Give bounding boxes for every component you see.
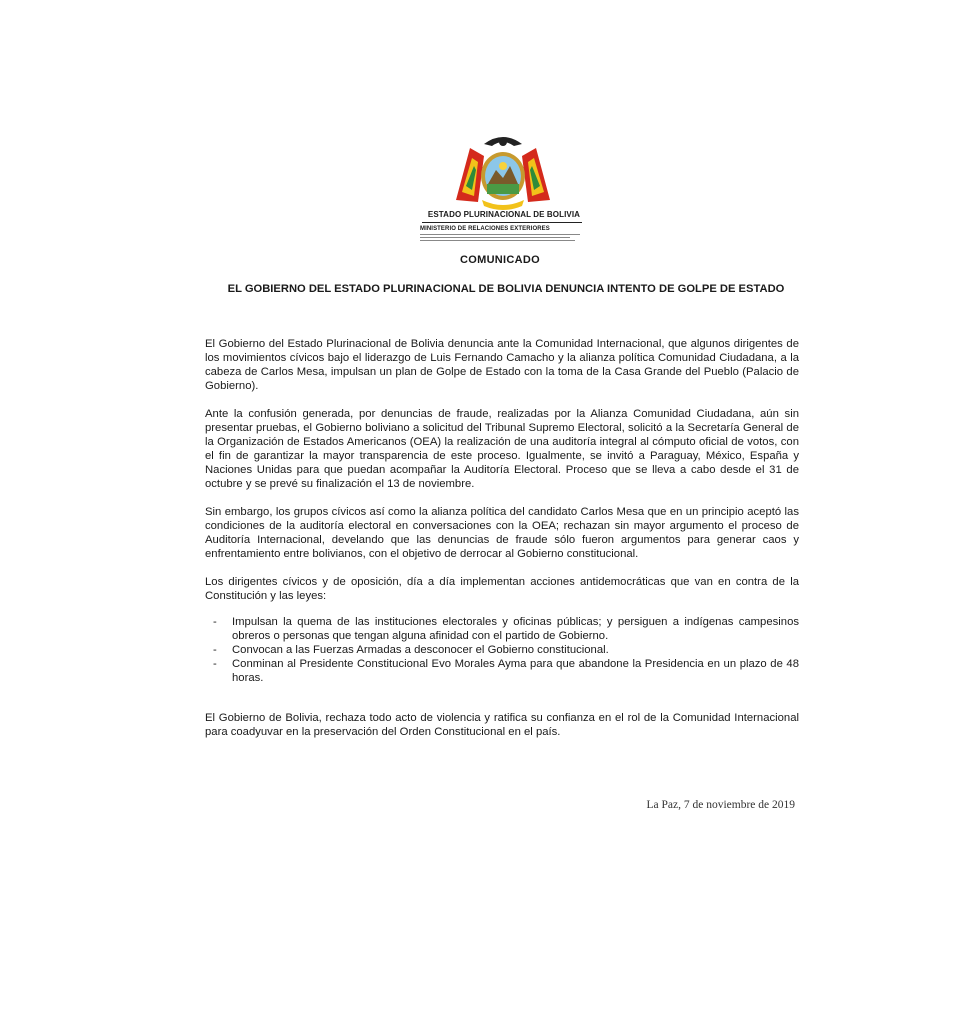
list-item: - Impulsan la quema de las instituciones electorales y oficinas públicas; y persiguen a indígenas campesinos obreros o personas que tengan alguna afinidad con el partido de Gobierno. [205, 615, 799, 643]
place-date: La Paz, 7 de noviembre de 2019 [646, 799, 795, 811]
paragraph: Los dirigentes cívicos y de oposición, día a día implementan acciones antidemocráticas que van en contra de la Constitución y las leyes: [205, 576, 799, 602]
closing-paragraph: El Gobierno de Bolivia, rechaza todo acto de violencia y ratifica su confianza en el rol de la Comunidad Internacional para coadyuvar en la preservación del Orden Constitucional en el país. [205, 712, 799, 738]
paragraph: Sin embargo, los grupos cívicos así como la alianza política del candidato Carlos Mesa que en un principio aceptó las condiciones de la auditoría electoral en conversaciones con la OEA; rechazan sin mayor argumento el proceso de Auditoría Internacional, develando que las denuncias de fraude sólo fueron argumentos para generar caos y enfrentamiento entre bolivianos, con el objetivo de derrocar al Gobierno constitucional. [205, 506, 799, 560]
header-divider [422, 222, 582, 223]
headline: EL GOBIERNO DEL ESTADO PLURINACIONAL DE BOLIVIA DENUNCIA INTENTO DE GOLPE DE ESTADO [227, 283, 785, 295]
list-item: - Conminan al Presidente Constitucional Evo Morales Ayma para que abandone la Presidencia en un plazo de 48 horas. [205, 657, 799, 685]
ministry-name: MINISTERIO DE RELACIONES EXTERIORES [420, 226, 550, 232]
list-item: - Convocan a las Fuerzas Armadas a desconocer el Gobierno constitucional. [205, 643, 799, 657]
communique-body [205, 337, 799, 753]
paragraph: Ante la confusión generada, por denuncias de fraude, realizadas por la Alianza Comunidad Ciudadana, aún sin presentar pruebas, el Gobierno boliviano a solicitud del Tribunal Supremo Electoral, solicitó a la Secretaría General de la Organización de Estados Americanos (OEA) la realización de una auditoría integral al cómputo oficial de votos, con el fin de garantizar la mayor transparencia de este proceso. Igualmente, se invitó a Paraguay, México, España y Naciones Unidas para que puedan acompañar la Auditoría Electoral. Proceso que se lleva a cabo desde el 31 de octubre y se prevé su finalización el 13 de noviembre. [205, 408, 799, 490]
paragraph: El Gobierno del Estado Plurinacional de Bolivia denuncia ante la Comunidad Internacional, que algunos dirigentes de los movimientos cívicos bajo el liderazgo de Luis Fernando Camacho y la alianza política Comunidad Ciudadana, a la cabeza de Carlos Mesa, impulsan un plan de Golpe de Estado con la toma de la Casa Grande del Pueblo (Palacio de Gobierno). [205, 338, 799, 392]
document-type-title: COMUNICADO [460, 254, 540, 266]
actions-list [205, 615, 799, 685]
state-name: ESTADO PLURINACIONAL DE BOLIVIA [427, 210, 581, 219]
ministry-header [414, 210, 594, 241]
ministry-subtitle-lines [420, 234, 580, 241]
bolivia-coat-of-arms-icon [448, 130, 558, 214]
